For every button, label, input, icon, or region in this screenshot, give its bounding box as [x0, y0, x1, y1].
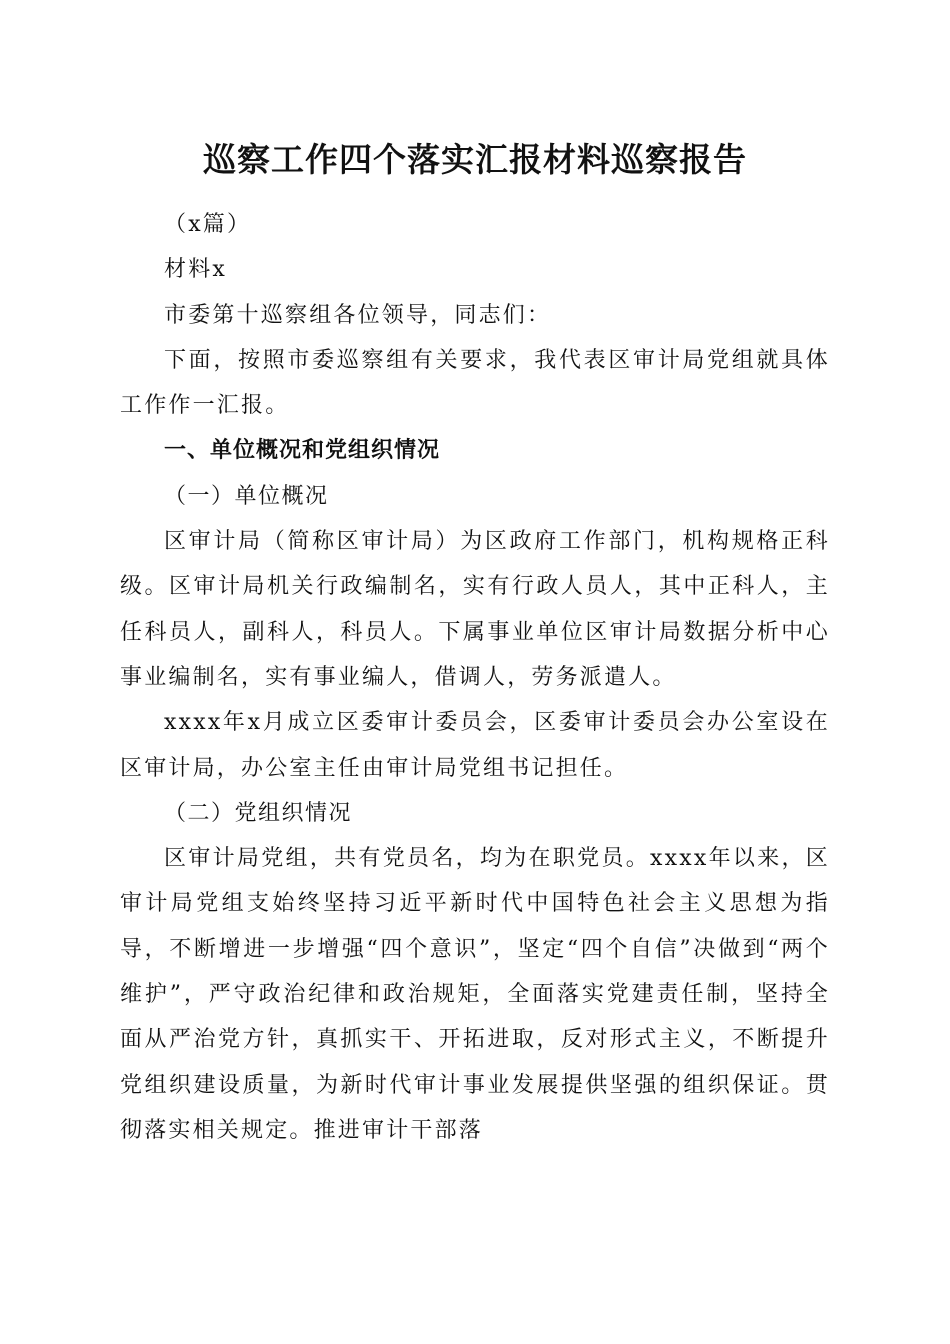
subsection-heading-2: （二）党组织情况 [164, 800, 353, 826]
paragraph-committee: xxxx年x月成立区委审计委员会，区委审计委员会办公室设在区审计局，办公室主任由审计局党组书记担任。 [120, 710, 830, 781]
paragraph-unit-overview: 区审计局（简称区审计局）为区政府工作部门，机构规格正科级。区审计局机关行政编制名，实有行政人员人，其中正科人，主任科员人，副科人，科员人。下属事业单位区审计局数据分析中心事业编制名，实有事业编人，借调人，劳务派遣人。 [120, 529, 830, 690]
paragraph-material: 材料x [164, 257, 228, 283]
document-title: 巡察工作四个落实汇报材料巡察报告 [203, 140, 747, 179]
subsection-heading-1: （一）单位概况 [164, 483, 329, 509]
paragraph-salutation: 市委第十巡察组各位领导，同志们： [164, 302, 552, 328]
paragraph-intro: 下面，按照市委巡察组有关要求，我代表区审计局党组就具体工作作一汇报。 [120, 347, 830, 419]
paragraph-volume: （x篇） [164, 212, 252, 237]
section-heading-1: 一、单位概况和党组织情况 [164, 438, 441, 464]
document-body [120, 202, 830, 1153]
paragraph-party-org: 区审计局党组，共有党员名，均为在职党员。xxxx年以来，区审计局党组支始终坚持习近平新时代中国特色社会主义思想为指导，不断增进一步增强“四个意识”，坚定“四个自信”决做到“两个维护”，严守政治纪律和政治规矩，全面落实党建责任制，坚持全面从严治党方针，真抓实干、开拓进取，反对形式主义，不断提升党组织建设质量，为新时代审计事业发展提供坚强的组织保证。贯彻落实相关规定。推进审计干部落 [120, 846, 830, 1143]
